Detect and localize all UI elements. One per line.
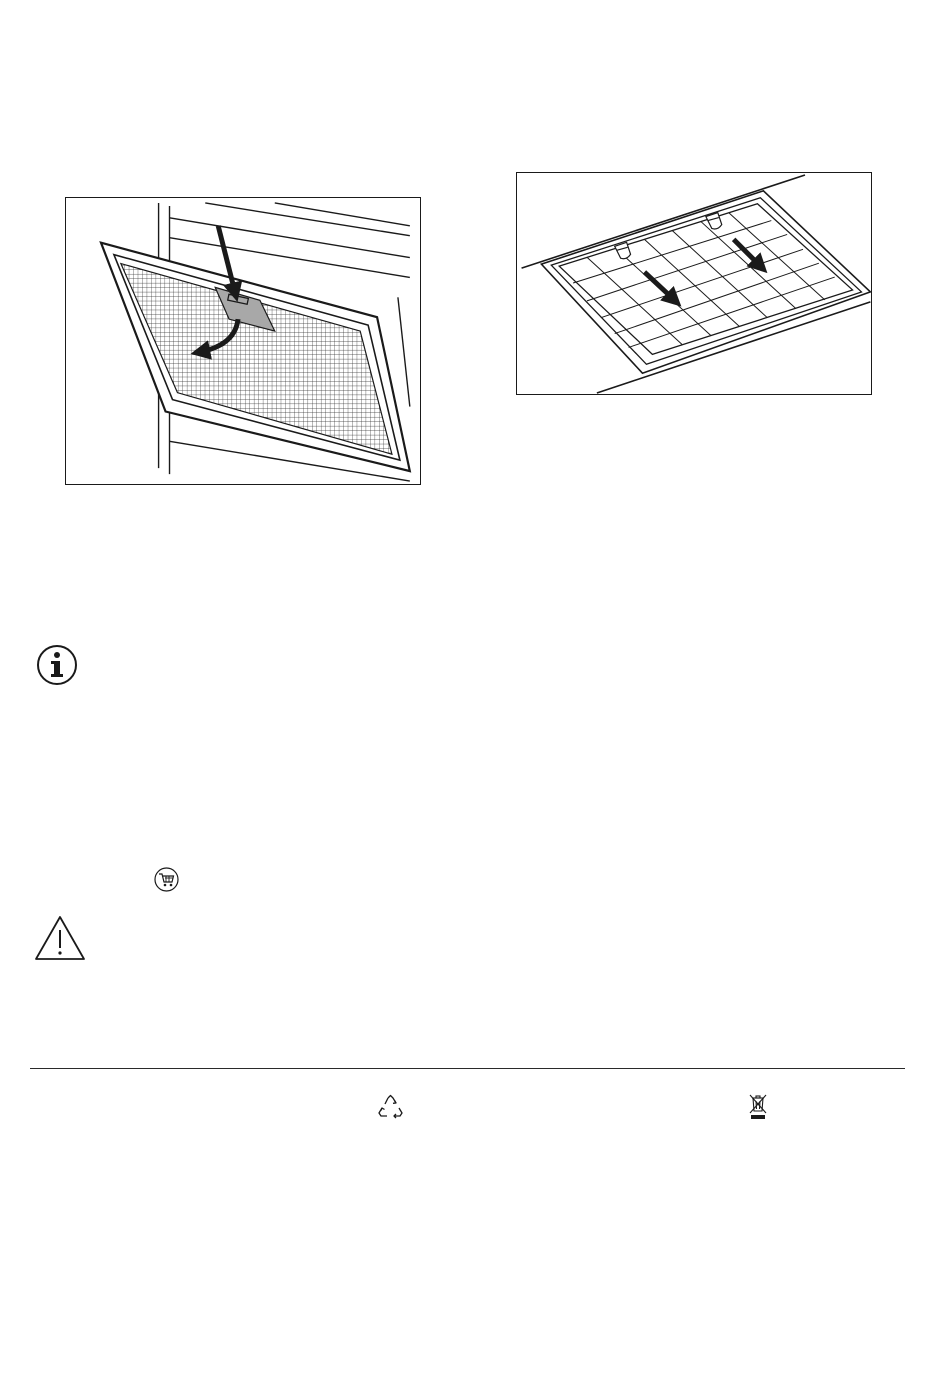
recycle-icon (377, 1094, 404, 1121)
filter-removal-illustration (65, 197, 421, 485)
info-icon (36, 644, 78, 686)
section-divider (30, 1068, 905, 1069)
warning-triangle-icon (34, 915, 86, 961)
shopping-cart-icon (154, 867, 179, 892)
filter-installed-illustration (516, 172, 872, 395)
crossed-out-bin-icon (748, 1093, 768, 1121)
